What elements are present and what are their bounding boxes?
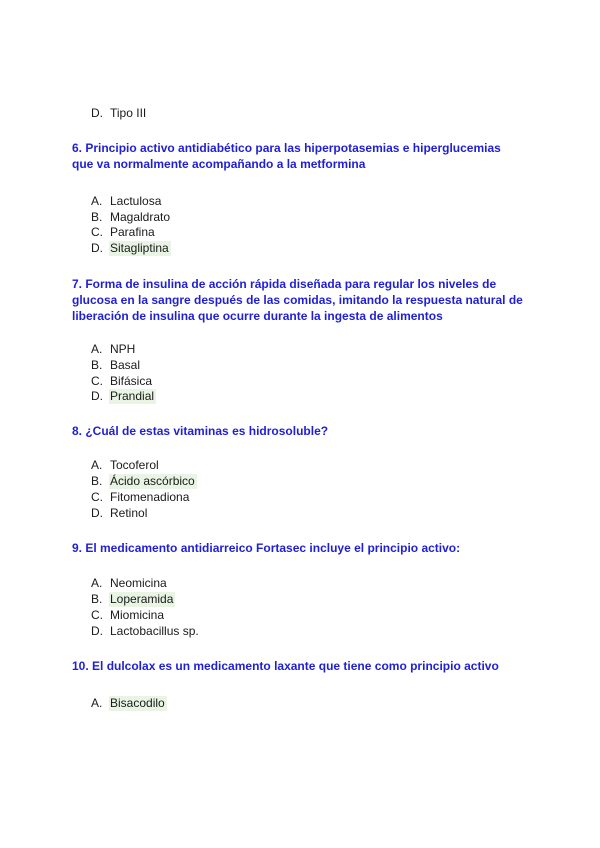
question-7-line-2: glucosa en la sangre después de las comidas, imitando la respuesta natural de [72,293,523,307]
option-letter: A. [91,576,103,590]
option-letter: D. [91,506,103,520]
q7-option-b [91,358,142,373]
q8-option-b-correct [91,474,197,489]
option-text: Fitomenadiona [110,490,190,504]
option-letter: A. [91,696,103,710]
option-letter: D. [91,241,103,255]
question-6-line-1: 6. Principio activo antidiabético para las hiperpotasemias e hiperglucemias [72,141,501,155]
option-letter: C. [91,490,103,504]
option-text: Retinol [110,506,148,520]
option-text: Tocoferol [110,458,159,472]
q6-option-a [91,194,163,209]
option-letter: C. [91,225,103,239]
option-letter: D. [91,106,103,120]
question-7-line-1: 7. Forma de insulina de acción rápida diseñada para regular los niveles de [72,277,497,291]
option-letter: C. [91,608,103,622]
option-text: Lactobacillus sp. [110,624,199,638]
option-text: Neomicina [110,576,167,590]
q6-option-d-correct [91,241,171,256]
option-text: Tipo III [110,106,147,120]
option-text: Loperamida [110,592,174,606]
option-letter: B. [91,358,103,372]
option-text: Parafina [110,225,155,239]
q6-option-b [91,210,172,225]
option-letter: B. [91,210,103,224]
q7-option-c [91,374,154,389]
option-text: Prandial [110,389,155,403]
q8-option-d [91,506,149,521]
question-7 [72,276,542,324]
option-text: Bisacodilo [110,696,165,710]
option-letter: A. [91,458,103,472]
q7-option-a [91,342,137,357]
q5-option-d [91,106,148,121]
option-text: Ácido ascórbico [110,474,195,488]
q6-option-c [91,225,157,240]
question-9-line-1: 9. El medicamento antidiarreico Fortasec incluye el principio activo: [72,541,461,555]
q9-option-b-correct [91,592,175,607]
q8-option-c [91,490,191,505]
option-letter: B. [91,474,103,488]
q10-option-a-correct [91,696,167,711]
q8-option-a [91,458,161,473]
option-letter: A. [91,342,103,356]
option-text: Magaldrato [110,210,171,224]
question-6 [72,140,542,172]
q9-option-a [91,576,169,591]
option-text: Sitagliptina [110,241,169,255]
option-letter: B. [91,592,103,606]
option-text: Bifásica [110,374,153,388]
question-10-line-1: 10. El dulcolax es un medicamento laxante que tiene como principio activo [72,659,499,673]
option-text: Basal [110,358,141,372]
question-10 [72,658,542,674]
question-7-line-3: liberación de insulina que ocurre durante la ingesta de alimentos [72,309,443,323]
question-8-line-1: 8. ¿Cuál de estas vitaminas es hidrosoluble? [72,424,329,438]
question-6-line-2: que va normalmente acompañando a la metformina [72,157,366,171]
q7-option-d-correct [91,389,156,404]
option-letter: A. [91,194,103,208]
question-9 [72,540,542,556]
q9-option-d [91,624,201,639]
option-letter: D. [91,389,103,403]
option-letter: C. [91,374,103,388]
option-letter: D. [91,624,103,638]
option-text: Lactulosa [110,194,162,208]
option-text: Miomicina [110,608,165,622]
q9-option-c [91,608,166,623]
option-text: NPH [110,342,136,356]
question-8 [72,423,542,439]
